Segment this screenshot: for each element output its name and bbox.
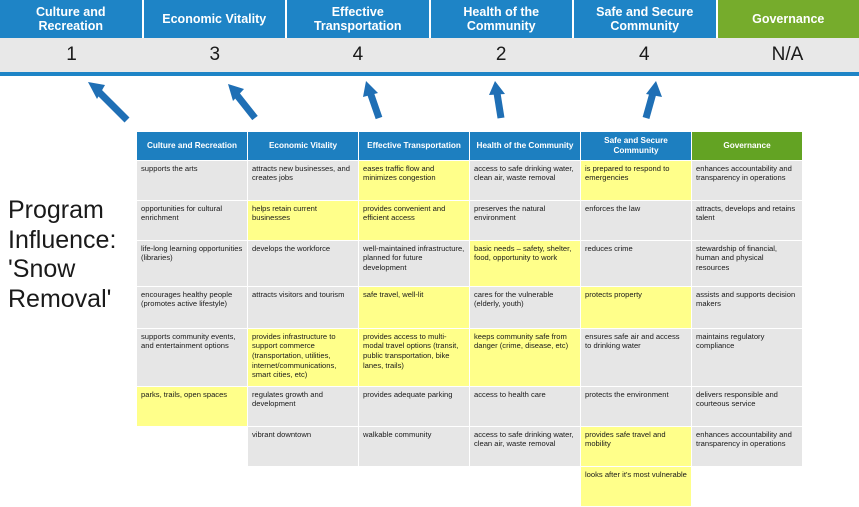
table-row (137, 200, 803, 240)
goal-score-row (0, 38, 859, 72)
matrix-cell: provides infrastructure to support commerce (transportation, utilities, internet/communications, smart cities, etc) (248, 328, 359, 386)
goal-header-effective-transportation (287, 0, 431, 38)
matrix-cell: protects the environment (581, 386, 692, 426)
table-row (137, 286, 803, 328)
matrix-header-health-of-the-community: Health of the Community (470, 132, 581, 161)
arrow-up-left-icon (489, 81, 505, 118)
matrix-cell-empty (137, 426, 248, 466)
matrix-cell: helps retain current businesses (248, 200, 359, 240)
matrix-cell: protects property (581, 286, 692, 328)
matrix-cell: access to safe drinking water, clean air, waste removal (470, 160, 581, 200)
matrix-cell: preserves the natural environment (470, 200, 581, 240)
goal-header-label: Culture and Recreation (3, 5, 139, 34)
matrix-cell: ensures safe air and access to drinking water (581, 328, 692, 386)
matrix-cell: supports community events, and entertainment options (137, 328, 248, 386)
matrix-cell-empty (248, 466, 359, 506)
matrix-cell: attracts, develops and retains talent (692, 200, 803, 240)
goal-score-economic-vitality: 3 (143, 38, 286, 72)
arrow-up-left-icon (88, 82, 127, 120)
goal-score-culture-and-recreation: 1 (0, 38, 143, 72)
matrix-cell: assists and supports decision makers (692, 286, 803, 328)
matrix-header-effective-transportation: Effective Transportation (359, 132, 470, 161)
goal-score-health-of-the-community: 2 (430, 38, 573, 72)
matrix-cell: access to health care (470, 386, 581, 426)
matrix-header-safe-and-secure-community: Safe and Secure Community (581, 132, 692, 161)
matrix-cell: basic needs – safety, shelter, food, opportunity to work (470, 240, 581, 286)
matrix-cell-empty (692, 466, 803, 506)
goal-header-health-of-the-community (431, 0, 575, 38)
matrix-cell: walkable community (359, 426, 470, 466)
matrix-header-culture-and-recreation: Culture and Recreation (137, 132, 248, 161)
matrix-cell: safe travel, well-lit (359, 286, 470, 328)
goal-score-effective-transportation: 4 (286, 38, 429, 72)
matrix-cell: enhances accountability and transparency in operations (692, 160, 803, 200)
matrix-cell: maintains regulatory compliance (692, 328, 803, 386)
matrix-cell: supports the arts (137, 160, 248, 200)
matrix-cell: provides adequate parking (359, 386, 470, 426)
matrix-cell: develops the workforce (248, 240, 359, 286)
matrix-cell: life-long learning opportunities (libraries) (137, 240, 248, 286)
goal-statements-matrix (136, 131, 803, 507)
matrix-cell: attracts new businesses, and creates jobs (248, 160, 359, 200)
matrix-cell: opportunities for cultural enrichment (137, 200, 248, 240)
goal-score-governance: N/A (716, 38, 859, 72)
goal-header-label: Governance (752, 12, 824, 26)
goal-score-safe-and-secure-community: 4 (573, 38, 716, 72)
matrix-cell: vibrant downtown (248, 426, 359, 466)
matrix-cell: enhances accountability and transparency in operations (692, 426, 803, 466)
table-row (137, 160, 803, 200)
goal-header-economic-vitality (144, 0, 288, 38)
matrix-cell: reduces crime (581, 240, 692, 286)
matrix-cell: provides safe travel and mobility (581, 426, 692, 466)
arrow-up-left-icon (228, 84, 255, 118)
matrix-cell: provides access to multi-modal travel options (transit, public transportation, bike lanes, trails) (359, 328, 470, 386)
table-row (137, 466, 803, 506)
matrix-header-row (137, 132, 803, 161)
table-row (137, 426, 803, 466)
arrow-up-left-icon (646, 81, 662, 118)
goal-header-safe-and-secure-community (574, 0, 718, 38)
goal-header-row (0, 0, 859, 38)
arrow-up-left-icon (363, 81, 379, 118)
goal-score-bar (0, 0, 859, 72)
matrix-cell-empty (359, 466, 470, 506)
goal-header-governance (718, 0, 859, 38)
matrix-cell: cares for the vulnerable (elderly, youth) (470, 286, 581, 328)
matrix-cell: looks after it's most vulnerable (581, 466, 692, 506)
table-row (137, 386, 803, 426)
goal-header-label: Health of the Community (434, 5, 570, 34)
matrix-header-economic-vitality: Economic Vitality (248, 132, 359, 161)
matrix-cell-empty (470, 466, 581, 506)
matrix-cell: is prepared to respond to emergencies (581, 160, 692, 200)
matrix-cell: well-maintained infrastructure, planned for future development (359, 240, 470, 286)
program-influence-label: Program Influence: 'Snow Removal' (8, 196, 132, 314)
goal-header-label: Safe and Secure Community (577, 5, 713, 34)
matrix-cell: parks, trails, open spaces (137, 386, 248, 426)
matrix-cell: stewardship of financial, human and physical resources (692, 240, 803, 286)
matrix-cell: delivers responsible and courteous service (692, 386, 803, 426)
goal-header-label: Economic Vitality (162, 12, 266, 26)
matrix-cell: eases traffic flow and minimizes congestion (359, 160, 470, 200)
matrix-cell: enforces the law (581, 200, 692, 240)
matrix-cell: keeps community safe from danger (crime, disease, etc) (470, 328, 581, 386)
table-row (137, 328, 803, 386)
matrix-cell: access to safe drinking water, clean air, waste removal (470, 426, 581, 466)
matrix-cell: provides convenient and efficient access (359, 200, 470, 240)
goal-header-label: Effective Transportation (290, 5, 426, 34)
matrix-cell: attracts visitors and tourism (248, 286, 359, 328)
matrix-cell: regulates growth and development (248, 386, 359, 426)
arrow-group (0, 76, 859, 128)
matrix-header-governance: Governance (692, 132, 803, 161)
goal-header-culture-and-recreation (0, 0, 144, 38)
matrix-cell-empty (137, 466, 248, 506)
table-row (137, 240, 803, 286)
matrix-cell: encourages healthy people (promotes active lifestyle) (137, 286, 248, 328)
